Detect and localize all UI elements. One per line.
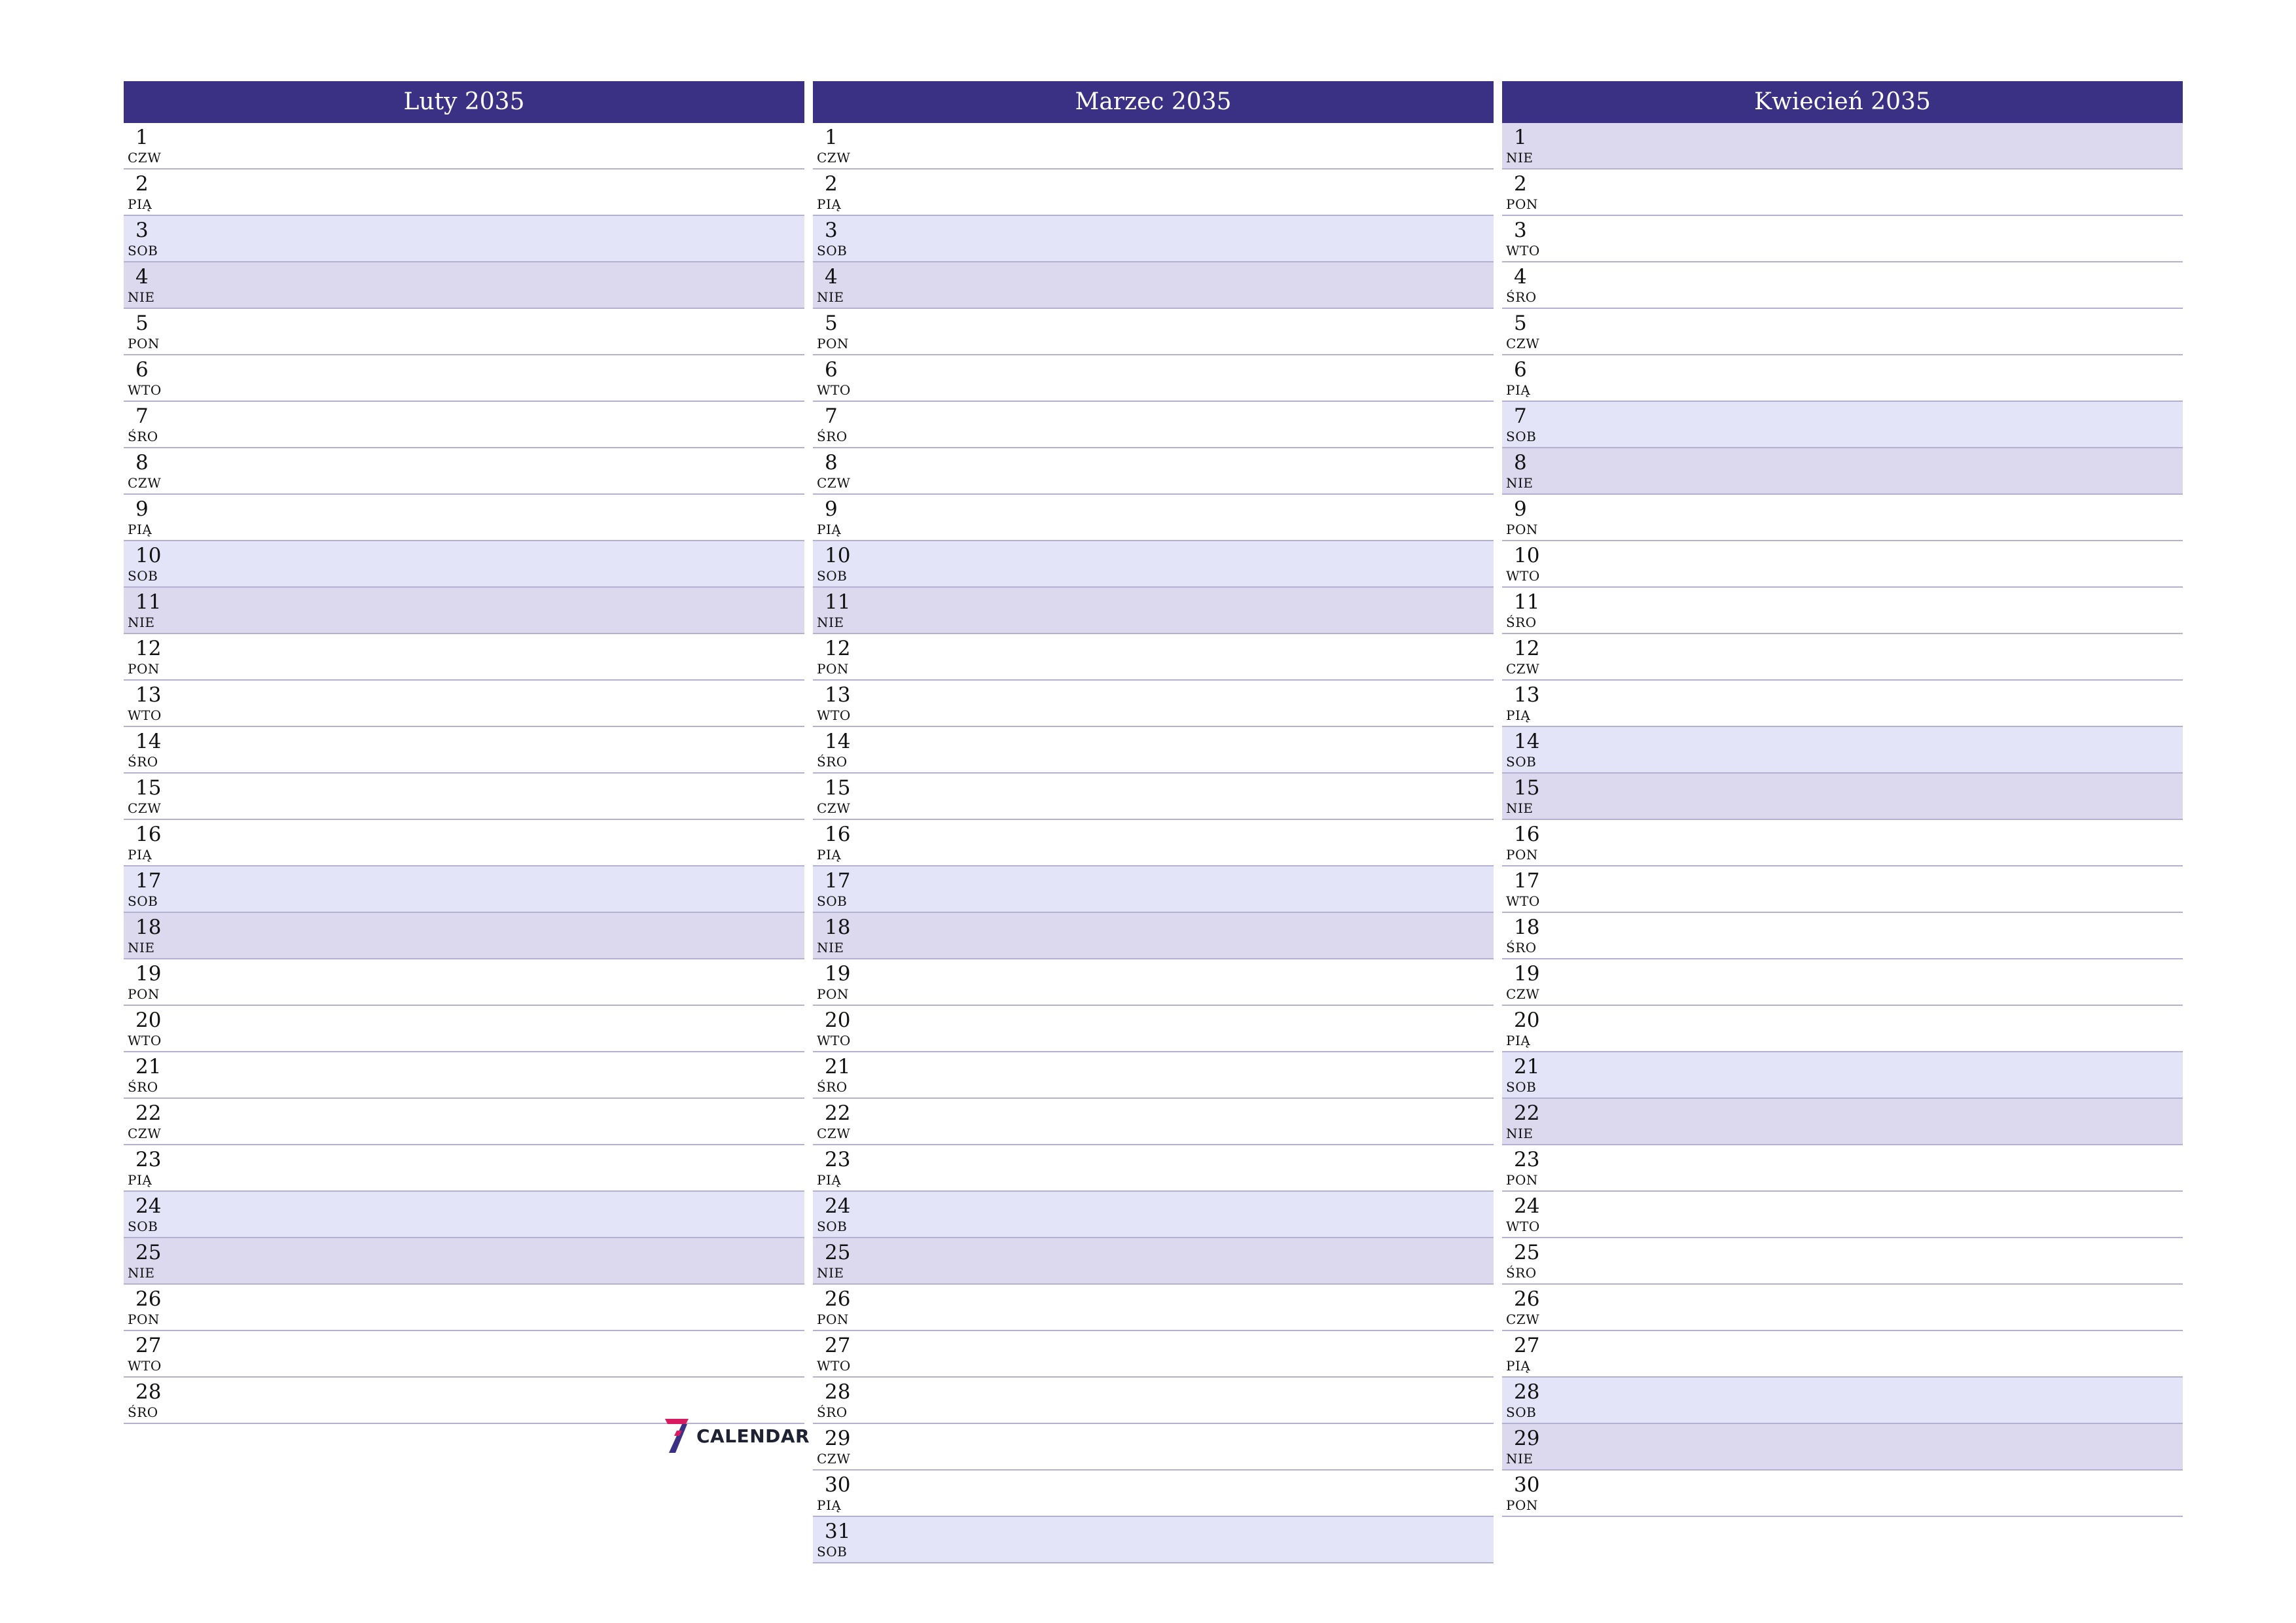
day-row: [124, 1052, 804, 1099]
day-number: 14: [825, 730, 851, 753]
day-weekday: PON: [817, 1311, 849, 1327]
day-weekday: NIE: [817, 1265, 844, 1281]
day-weekday: PON: [817, 661, 849, 677]
day-row: [1502, 774, 2183, 820]
day-row: [813, 634, 1494, 681]
day-weekday: CZW: [817, 150, 851, 166]
day-number: 18: [1514, 916, 1540, 939]
day-row: [1502, 1471, 2183, 1517]
day-weekday: PIĄ: [128, 847, 152, 863]
day-weekday: PIĄ: [817, 1497, 842, 1513]
day-number: 22: [825, 1101, 851, 1125]
day-number: 14: [135, 730, 162, 753]
day-row: [124, 1238, 804, 1285]
day-weekday: NIE: [1506, 475, 1534, 491]
day-number: 2: [1514, 172, 1527, 196]
day-number: 16: [135, 823, 162, 846]
day-row: [124, 1145, 804, 1192]
day-weekday: CZW: [817, 1126, 851, 1141]
day-weekday: SOB: [128, 243, 158, 259]
day-weekday: SOB: [817, 243, 848, 259]
day-row: [813, 1331, 1494, 1378]
day-row: [813, 402, 1494, 448]
day-row: [1502, 216, 2183, 262]
day-row: [813, 495, 1494, 541]
day-weekday: PIĄ: [1506, 707, 1531, 723]
day-number: 20: [135, 1008, 162, 1032]
month-title: Marzec 2035: [813, 81, 1494, 123]
day-weekday: ŚRO: [128, 1404, 158, 1420]
day-number: 27: [135, 1334, 162, 1357]
day-row: [124, 959, 804, 1006]
day-weekday: WTO: [817, 1033, 851, 1048]
day-weekday: PON: [1506, 196, 1538, 212]
day-weekday: CZW: [1506, 986, 1540, 1002]
day-row: [1502, 1285, 2183, 1331]
day-number: 21: [1514, 1055, 1540, 1079]
day-row: [124, 262, 804, 309]
day-row: [813, 588, 1494, 634]
day-weekday: NIE: [817, 940, 844, 955]
day-number: 6: [135, 358, 149, 382]
day-weekday: PIĄ: [1506, 1358, 1531, 1374]
day-row: [1502, 588, 2183, 634]
day-row: [813, 1052, 1494, 1099]
day-weekday: PON: [817, 986, 849, 1002]
day-list: [1502, 123, 2183, 1517]
day-number: 12: [135, 637, 162, 660]
day-number: 12: [1514, 637, 1540, 660]
day-weekday: PIĄ: [128, 1172, 152, 1188]
day-number: 13: [135, 683, 162, 707]
day-number: 25: [135, 1241, 162, 1264]
day-row: [813, 1006, 1494, 1052]
day-row: [1502, 448, 2183, 495]
day-row: [1502, 913, 2183, 959]
day-number: 17: [135, 869, 162, 893]
day-number: 11: [1514, 590, 1540, 614]
day-number: 30: [1514, 1473, 1540, 1497]
day-row: [813, 541, 1494, 588]
day-number: 4: [825, 265, 838, 289]
day-row: [124, 495, 804, 541]
seven-logo-icon: [662, 1418, 690, 1454]
day-number: 17: [1514, 869, 1540, 893]
day-number: 2: [825, 172, 838, 196]
day-row: [813, 262, 1494, 309]
day-row: [1502, 169, 2183, 216]
day-row: [813, 1471, 1494, 1517]
day-row: [1502, 681, 2183, 727]
day-row: [1502, 1424, 2183, 1471]
day-number: 4: [1514, 265, 1527, 289]
day-weekday: ŚRO: [817, 429, 848, 444]
day-weekday: SOB: [1506, 429, 1537, 444]
day-weekday: PON: [1506, 847, 1538, 863]
day-weekday: PON: [1506, 1172, 1538, 1188]
day-row: [1502, 402, 2183, 448]
day-weekday: PIĄ: [1506, 1033, 1531, 1048]
day-weekday: NIE: [128, 1265, 155, 1281]
day-weekday: SOB: [128, 893, 158, 909]
day-row: [124, 866, 804, 913]
day-weekday: SOB: [1506, 1404, 1537, 1420]
day-number: 22: [1514, 1101, 1540, 1125]
day-number: 1: [135, 126, 149, 149]
day-row: [813, 448, 1494, 495]
day-number: 27: [825, 1334, 851, 1357]
day-weekday: NIE: [1506, 1126, 1534, 1141]
day-row: [124, 681, 804, 727]
day-number: 23: [1514, 1148, 1540, 1171]
day-row: [1502, 1145, 2183, 1192]
day-number: 21: [825, 1055, 851, 1079]
day-weekday: PIĄ: [817, 1172, 842, 1188]
day-number: 15: [135, 776, 162, 800]
day-weekday: WTO: [817, 382, 851, 398]
day-number: 26: [1514, 1287, 1540, 1311]
day-weekday: CZW: [128, 150, 162, 166]
day-row: [124, 216, 804, 262]
day-weekday: WTO: [1506, 893, 1540, 909]
day-row: [813, 1145, 1494, 1192]
day-row: [1502, 1052, 2183, 1099]
day-row: [1502, 634, 2183, 681]
day-weekday: NIE: [1506, 150, 1534, 166]
day-number: 18: [825, 916, 851, 939]
day-weekday: NIE: [1506, 1451, 1534, 1467]
day-weekday: CZW: [1506, 336, 1540, 351]
day-weekday: WTO: [817, 1358, 851, 1374]
day-number: 14: [1514, 730, 1540, 753]
day-row: [1502, 309, 2183, 355]
day-number: 8: [825, 451, 838, 474]
day-number: 30: [825, 1473, 851, 1497]
day-number: 9: [825, 497, 838, 521]
day-row: [124, 774, 804, 820]
day-number: 25: [825, 1241, 851, 1264]
brand-logo: [662, 1418, 810, 1454]
day-weekday: CZW: [1506, 661, 1540, 677]
day-number: 10: [1514, 544, 1540, 567]
day-weekday: WTO: [128, 707, 162, 723]
day-number: 3: [135, 219, 149, 242]
day-weekday: SOB: [1506, 1079, 1537, 1095]
day-number: 26: [135, 1287, 162, 1311]
day-number: 20: [1514, 1008, 1540, 1032]
day-row: [813, 820, 1494, 866]
day-weekday: PON: [128, 1311, 160, 1327]
day-weekday: PIĄ: [1506, 382, 1531, 398]
day-weekday: PON: [128, 986, 160, 1002]
day-weekday: PIĄ: [817, 522, 842, 537]
day-row: [124, 634, 804, 681]
day-number: 19: [825, 962, 851, 986]
day-number: 9: [1514, 497, 1527, 521]
day-weekday: SOB: [817, 893, 848, 909]
day-row: [124, 820, 804, 866]
day-row: [813, 355, 1494, 402]
day-number: 17: [825, 869, 851, 893]
day-number: 3: [825, 219, 838, 242]
day-weekday: ŚRO: [817, 1079, 848, 1095]
day-weekday: SOB: [817, 1219, 848, 1234]
day-weekday: ŚRO: [1506, 1265, 1537, 1281]
day-number: 19: [1514, 962, 1540, 986]
day-row: [124, 727, 804, 774]
day-row: [124, 913, 804, 959]
day-weekday: SOB: [128, 1219, 158, 1234]
day-weekday: CZW: [128, 800, 162, 816]
day-number: 2: [135, 172, 149, 196]
day-weekday: ŚRO: [1506, 615, 1537, 630]
day-weekday: PON: [1506, 522, 1538, 537]
day-number: 9: [135, 497, 149, 521]
day-weekday: NIE: [128, 289, 155, 305]
day-row: [124, 169, 804, 216]
day-number: 24: [135, 1194, 162, 1218]
day-row: [1502, 959, 2183, 1006]
day-row: [1502, 1006, 2183, 1052]
day-weekday: SOB: [1506, 754, 1537, 770]
day-number: 16: [825, 823, 851, 846]
day-number: 29: [825, 1427, 851, 1450]
day-row: [124, 402, 804, 448]
day-number: 11: [825, 590, 851, 614]
day-weekday: PON: [128, 661, 160, 677]
day-row: [1502, 1099, 2183, 1145]
day-weekday: SOB: [817, 1544, 848, 1560]
day-number: 27: [1514, 1334, 1540, 1357]
day-number: 13: [1514, 683, 1540, 707]
day-weekday: CZW: [128, 475, 162, 491]
day-row: [124, 1285, 804, 1331]
day-row: [1502, 123, 2183, 169]
day-number: 7: [825, 404, 838, 428]
day-number: 15: [825, 776, 851, 800]
day-number: 31: [825, 1520, 851, 1543]
month-title: Kwiecień 2035: [1502, 81, 2183, 123]
day-row: [124, 355, 804, 402]
day-weekday: CZW: [817, 1451, 851, 1467]
day-weekday: NIE: [128, 940, 155, 955]
day-weekday: PIĄ: [817, 196, 842, 212]
day-row: [124, 1331, 804, 1378]
day-row: [124, 541, 804, 588]
day-row: [1502, 1192, 2183, 1238]
day-row: [124, 588, 804, 634]
day-row: [1502, 866, 2183, 913]
day-row: [813, 1238, 1494, 1285]
logo-text: CALENDAR: [696, 1425, 810, 1447]
day-weekday: WTO: [817, 707, 851, 723]
day-number: 22: [135, 1101, 162, 1125]
day-weekday: NIE: [817, 615, 844, 630]
day-weekday: WTO: [1506, 568, 1540, 584]
day-row: [813, 681, 1494, 727]
day-list: [124, 123, 804, 1424]
day-number: 1: [825, 126, 838, 149]
day-row: [1502, 1238, 2183, 1285]
month-column-february: [124, 81, 804, 1424]
day-row: [813, 309, 1494, 355]
day-number: 10: [135, 544, 162, 567]
day-number: 20: [825, 1008, 851, 1032]
day-number: 26: [825, 1287, 851, 1311]
day-row: [813, 959, 1494, 1006]
day-weekday: PIĄ: [128, 196, 152, 212]
day-row: [124, 1006, 804, 1052]
day-weekday: NIE: [1506, 800, 1534, 816]
day-number: 23: [825, 1148, 851, 1171]
day-number: 24: [825, 1194, 851, 1218]
day-row: [124, 448, 804, 495]
day-row: [1502, 820, 2183, 866]
day-row: [1502, 262, 2183, 309]
day-number: 6: [1514, 358, 1527, 382]
day-number: 12: [825, 637, 851, 660]
day-row: [124, 309, 804, 355]
day-number: 15: [1514, 776, 1540, 800]
day-number: 18: [135, 916, 162, 939]
day-number: 5: [825, 312, 838, 335]
month-column-april: [1502, 81, 2183, 1517]
day-weekday: ŚRO: [1506, 940, 1537, 955]
day-number: 8: [1514, 451, 1527, 474]
day-row: [813, 1192, 1494, 1238]
day-row: [813, 1099, 1494, 1145]
day-row: [1502, 495, 2183, 541]
day-number: 11: [135, 590, 162, 614]
day-weekday: CZW: [817, 800, 851, 816]
day-weekday: ŚRO: [817, 1404, 848, 1420]
day-weekday: NIE: [128, 615, 155, 630]
day-weekday: ŚRO: [817, 754, 848, 770]
day-number: 21: [135, 1055, 162, 1079]
day-weekday: PON: [128, 336, 160, 351]
day-number: 5: [135, 312, 149, 335]
month-column-march: [813, 81, 1494, 1563]
day-weekday: WTO: [128, 1033, 162, 1048]
day-row: [813, 913, 1494, 959]
day-number: 28: [1514, 1380, 1540, 1404]
day-row: [1502, 541, 2183, 588]
day-number: 1: [1514, 126, 1527, 149]
day-weekday: ŚRO: [1506, 289, 1537, 305]
day-number: 16: [1514, 823, 1540, 846]
day-number: 4: [135, 265, 149, 289]
month-title: Luty 2035: [124, 81, 804, 123]
day-weekday: WTO: [1506, 243, 1540, 259]
day-number: 7: [135, 404, 149, 428]
day-row: [124, 123, 804, 169]
day-number: 28: [825, 1380, 851, 1404]
day-weekday: WTO: [1506, 1219, 1540, 1234]
day-weekday: ŚRO: [128, 429, 158, 444]
day-row: [1502, 1378, 2183, 1424]
day-row: [813, 1285, 1494, 1331]
day-number: 10: [825, 544, 851, 567]
day-weekday: NIE: [817, 289, 844, 305]
day-number: 5: [1514, 312, 1527, 335]
day-row: [813, 1424, 1494, 1471]
day-row: [813, 727, 1494, 774]
day-number: 28: [135, 1380, 162, 1404]
day-number: 19: [135, 962, 162, 986]
day-weekday: WTO: [128, 382, 162, 398]
day-row: [124, 1099, 804, 1145]
day-number: 24: [1514, 1194, 1540, 1218]
day-row: [1502, 727, 2183, 774]
day-weekday: PON: [1506, 1497, 1538, 1513]
day-row: [1502, 1331, 2183, 1378]
day-row: [124, 1192, 804, 1238]
day-row: [813, 866, 1494, 913]
day-row: [813, 774, 1494, 820]
day-row: [813, 1517, 1494, 1563]
day-weekday: PON: [817, 336, 849, 351]
day-row: [813, 169, 1494, 216]
day-row: [813, 216, 1494, 262]
day-row: [1502, 355, 2183, 402]
day-number: 6: [825, 358, 838, 382]
day-row: [813, 123, 1494, 169]
day-number: 29: [1514, 1427, 1540, 1450]
day-weekday: SOB: [128, 568, 158, 584]
day-number: 7: [1514, 404, 1527, 428]
day-weekday: ŚRO: [128, 1079, 158, 1095]
day-number: 3: [1514, 219, 1527, 242]
day-list: [813, 123, 1494, 1563]
day-weekday: PIĄ: [128, 522, 152, 537]
day-number: 13: [825, 683, 851, 707]
day-weekday: PIĄ: [817, 847, 842, 863]
day-weekday: WTO: [128, 1358, 162, 1374]
day-weekday: CZW: [128, 1126, 162, 1141]
day-weekday: ŚRO: [128, 754, 158, 770]
day-weekday: CZW: [1506, 1311, 1540, 1327]
day-row: [813, 1378, 1494, 1424]
day-number: 8: [135, 451, 149, 474]
day-weekday: CZW: [817, 475, 851, 491]
day-weekday: SOB: [817, 568, 848, 584]
day-number: 25: [1514, 1241, 1540, 1264]
day-number: 23: [135, 1148, 162, 1171]
